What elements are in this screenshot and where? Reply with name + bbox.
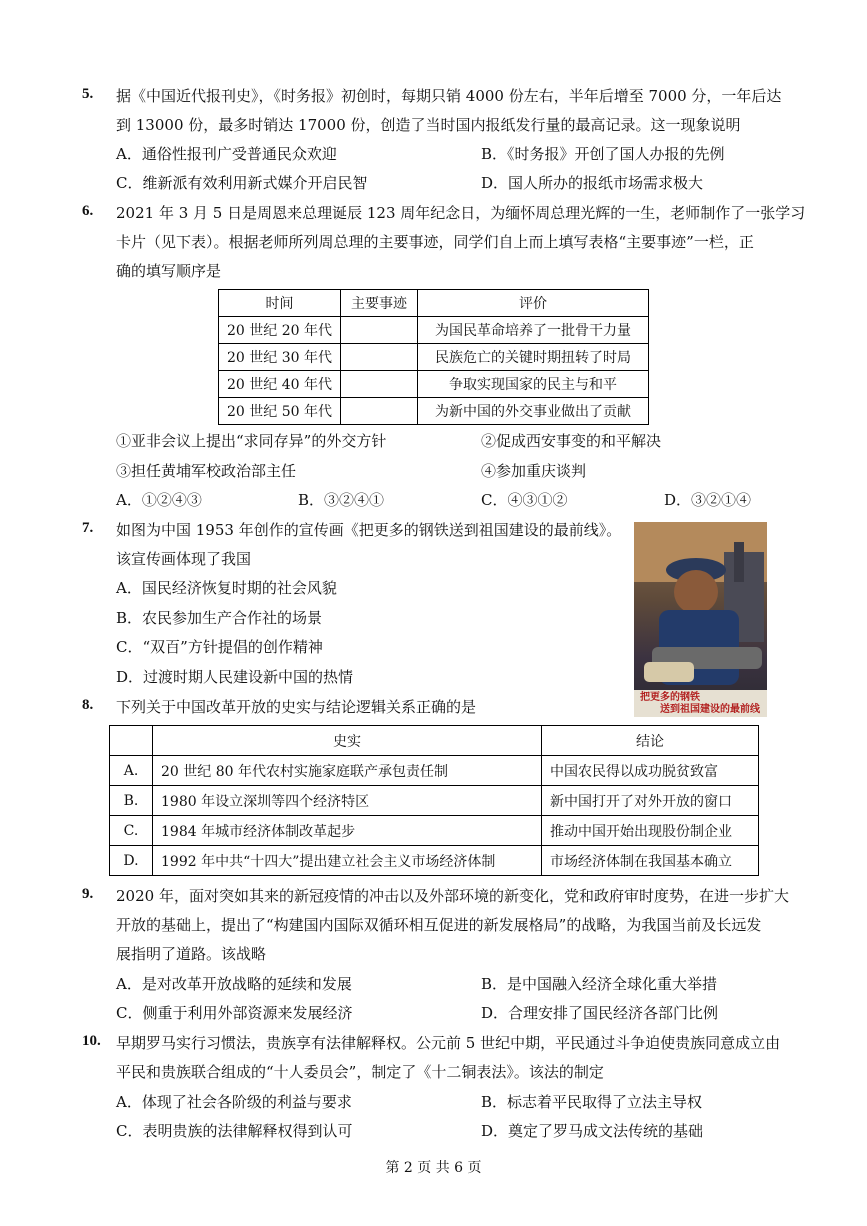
table-row [110, 786, 759, 816]
option-c: C．侧重于利用外部资源来发展经济 [116, 1004, 353, 1022]
table-header: 时间 [219, 290, 341, 317]
option-d: D．③②①④ [664, 491, 752, 509]
table-cell: 20 世纪 30 年代 [219, 344, 341, 371]
table-cell: 20 世纪 80 年代农村实施家庭联产承包责任制 [153, 756, 542, 786]
table-cell: 推动中国开始出现股份制企业 [542, 816, 759, 846]
table-row [219, 371, 649, 398]
question-number: 6. [82, 203, 94, 219]
option-d: D．过渡时期人民建设新中国的热情 [116, 668, 354, 686]
table-header-row [219, 290, 649, 317]
event-item: ①亚非会议上提出“求同存异”的外交方针 [116, 432, 387, 450]
table-header: 史实 [153, 726, 542, 756]
steelworker-illustration [634, 522, 767, 717]
option-c: C．维新派有效利用新式媒介开启民智 [116, 174, 368, 192]
question-number: 9. [82, 886, 94, 902]
table-cell: 为国民革命培养了一批骨干力量 [417, 317, 648, 344]
table-cell-blank [340, 398, 417, 425]
option-b: B．农民参加生产合作社的场景 [116, 609, 323, 627]
table-cell: 1984 年城市经济体制改革起步 [153, 816, 542, 846]
table-cell: 1980 年设立深圳等四个经济特区 [153, 786, 542, 816]
question-number: 7. [82, 520, 94, 536]
option-a: A．是对改革开放战略的延续和发展 [116, 975, 352, 993]
table-row [219, 398, 649, 425]
table-row [110, 756, 759, 786]
option-b: B．《时务报》开创了国人办报的先例 [481, 145, 725, 163]
option-b: B．③②④① [298, 491, 385, 509]
table-row [219, 317, 649, 344]
question-text: 如图为中国 1953 年创作的宣传画《把更多的钢铁送到祖国建设的最前线》。 [116, 521, 622, 539]
poster-caption-line-2: 送到祖国建设的最前线 [660, 704, 760, 715]
option-d: D．合理安排了国民经济各部门比例 [481, 1004, 719, 1022]
table-header: 主要事迹 [340, 290, 417, 317]
table-cell-blank [340, 344, 417, 371]
event-item: ③担任黄埔军校政治部主任 [116, 462, 297, 480]
table-row [219, 344, 649, 371]
table-row [110, 816, 759, 846]
table-cell: 新中国打开了对外开放的窗口 [542, 786, 759, 816]
table-cell: 1992 年中共“十四大”提出建立社会主义市场经济体制 [153, 846, 542, 876]
question-text: 确的填写顺序是 [116, 262, 222, 280]
table-cell-blank [340, 371, 417, 398]
table-row [110, 846, 759, 876]
option-a: A．通俗性报刊广受普通民众欢迎 [116, 145, 337, 163]
option-b: B．是中国融入经济全球化重大举措 [481, 975, 718, 993]
propaganda-poster-image [634, 522, 767, 717]
question-text: 展指明了道路。该战略 [116, 945, 267, 963]
row-label: B. [110, 786, 153, 816]
option-c: C．“双百”方针提倡的创作精神 [116, 638, 323, 656]
table-cell: 20 世纪 20 年代 [219, 317, 341, 344]
table-cell-blank [340, 317, 417, 344]
question-text: 卡片（见下表）。根据老师所列周总理的主要事迹，同学们自上而上填写表格“主要事迹”一栏，正 [116, 233, 754, 251]
option-c: C．④③①② [481, 491, 568, 509]
table-cell: 中国农民得以成功脱贫致富 [542, 756, 759, 786]
row-label: D. [110, 846, 153, 876]
question-text: 下列关于中国改革开放的史实与结论逻辑关系正确的是 [116, 698, 477, 716]
question-text: 2020 年，面对突如其来的新冠疫情的冲击以及外部环境的新变化，党和政府审时度势，在进一步扩大 [116, 887, 789, 905]
question-text: 到 13000 份，最多时销达 17000 份，创造了当时国内报纸发行量的最高记录。这一现象说明 [116, 116, 741, 134]
table-cell: 市场经济体制在我国基本确立 [542, 846, 759, 876]
option-d: D．国人所办的报纸市场需求极大 [481, 174, 704, 192]
question-number: 8. [82, 697, 94, 713]
table-header [110, 726, 153, 756]
table-cell: 争取实现国家的民主与和平 [417, 371, 648, 398]
question-text: 该宣传画体现了我国 [116, 550, 252, 568]
option-a: A．体现了社会各阶级的利益与要求 [116, 1093, 352, 1111]
event-item: ④参加重庆谈判 [481, 462, 587, 480]
option-b: B．标志着平民取得了立法主导权 [481, 1093, 703, 1111]
event-item: ②促成西安事变的和平解决 [481, 432, 662, 450]
question-text: 开放的基础上，提出了“构建国内国际双循环相互促进的新发展格局”的战略，为我国当前及长远发 [116, 916, 762, 934]
table-cell: 民族危亡的关键时期扭转了时局 [417, 344, 648, 371]
option-d: D．奠定了罗马成文法传统的基础 [481, 1122, 704, 1140]
row-label: C. [110, 816, 153, 846]
poster-caption-line-1: 把更多的钢铁 [640, 692, 700, 703]
table-cell: 为新中国的外交事业做出了贡献 [417, 398, 648, 425]
option-a: A．①②④③ [116, 491, 202, 509]
reform-facts-table [109, 725, 759, 876]
study-card-table [218, 289, 649, 425]
table-cell: 20 世纪 40 年代 [219, 371, 341, 398]
table-cell: 20 世纪 50 年代 [219, 398, 341, 425]
table-header-row [110, 726, 759, 756]
option-a: A．国民经济恢复时期的社会风貌 [116, 579, 337, 597]
option-c: C．表明贵族的法律解释权得到认可 [116, 1122, 353, 1140]
question-number: 5. [82, 86, 94, 102]
page-footer: 第 2 页 共 6 页 [385, 1160, 482, 1176]
question-text: 2021 年 3 月 5 日是周恩来总理诞辰 123 周年纪念日，为缅怀周总理光辉的一生，老师制作了一张学习 [116, 204, 806, 222]
question-number: 10. [82, 1033, 101, 1049]
question-text: 平民和贵族联合组成的“十人委员会”，制定了《十二铜表法》。该法的制定 [116, 1063, 604, 1081]
table-header: 评价 [417, 290, 648, 317]
question-text: 早期罗马实行习惯法，贵族享有法律解释权。公元前 5 世纪中期，平民通过斗争迫使贵族同意成立由 [116, 1034, 781, 1052]
row-label: A. [110, 756, 153, 786]
question-text: 据《中国近代报刊史》，《时务报》初创时，每期只销 4000 份左右，半年后增至 7000 分，一年后达 [116, 87, 782, 105]
table-header: 结论 [542, 726, 759, 756]
